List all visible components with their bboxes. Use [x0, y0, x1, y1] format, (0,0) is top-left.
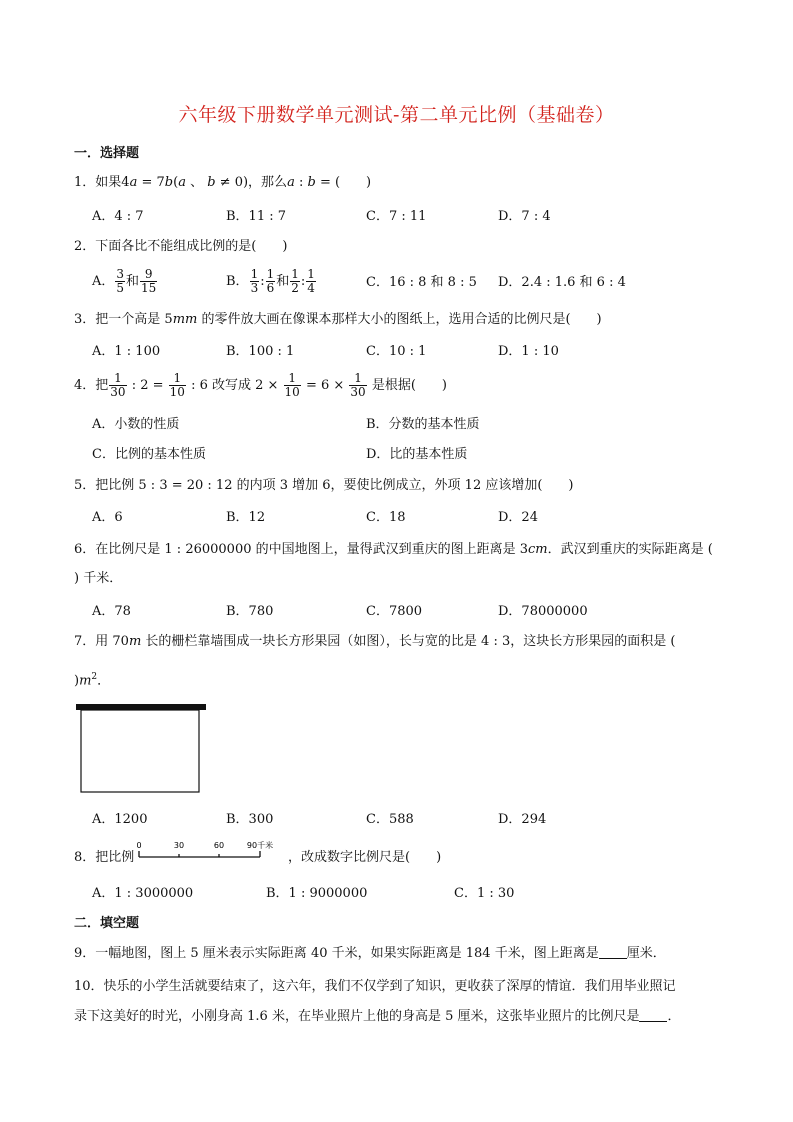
question-5: 5．把比例 5 : 3 = 20 : 12 的内项 3 增加 6，要使比例成立，外项 12 应该增加( ) [74, 478, 574, 493]
wall-bar [76, 704, 206, 710]
q7-option-a[interactable]: A．1200 [92, 812, 148, 827]
question-9: 9．一幅地图，图上 5 厘米表示实际距离 40 千米，如果实际距离是 184 千米，图上距离是 厘米． [74, 946, 666, 961]
q3-option-a[interactable]: A．1 : 100 [92, 344, 161, 359]
orchard-figure [74, 700, 210, 796]
question-7-cont: )$m^2$． [74, 672, 111, 689]
scale-label-30: 30 [173, 841, 185, 850]
q4-option-a[interactable]: A．小数的性质 [92, 417, 180, 432]
q8-option-a[interactable]: A．1 : 3000000 [92, 886, 194, 901]
q1-option-b[interactable]: B．11 : 7 [226, 209, 287, 224]
q3-option-b[interactable]: B．100 : 1 [226, 344, 295, 359]
q6-option-c[interactable]: C．7800 [366, 604, 423, 619]
q2-option-b[interactable]: B． $\frac{1}{3}$ : $\frac{1}{6}$ 和 $\frac{1}{2}$ : $\frac{1}{4}$ [226, 267, 315, 295]
scale-label-90: 90千米 [246, 841, 274, 850]
question-4: 4．把 $\frac{1}{30}$ : 2 = $\frac{1}{10}$ : 6 改写成 2 × $\frac{1}{10}$ = 6 × $\frac{1}{30}$ 是根据( ) [74, 371, 447, 399]
q7-option-c[interactable]: C．588 [366, 812, 414, 827]
q8-option-b[interactable]: B．1 : 9000000 [266, 886, 368, 901]
q6-option-b[interactable]: B．780 [226, 604, 274, 619]
question-6: 6．在比例尺是 1 : 26000000 的中国地图上，量得武汉到重庆的图上距离是 3cm．武汉到重庆的实际距离是 ( [74, 542, 713, 557]
q7-option-b[interactable]: B．300 [226, 812, 274, 827]
q2-option-d[interactable]: D．2.4 : 1.6 和 6 : 4 [498, 275, 626, 290]
question-8-lead: 8．把比例 [74, 850, 135, 865]
q5-option-c[interactable]: C．18 [366, 510, 406, 525]
question-3: 3．把一个高是 5mm 的零件放大画在像课本那样大小的图纸上，选用合适的比例尺是( ) [74, 312, 602, 327]
q1-option-d[interactable]: D．7 : 4 [498, 209, 551, 224]
q7-option-d[interactable]: D．294 [498, 812, 547, 827]
q5-option-b[interactable]: B．12 [226, 510, 266, 525]
q1-option-c[interactable]: C．7 : 11 [366, 209, 427, 224]
q4-option-d[interactable]: D．比的基本性质 [366, 447, 468, 462]
question-8-tail: ，改成数字比例尺是( ) [288, 850, 442, 865]
line-scale-figure [136, 838, 286, 866]
question-10-line-1: 10．快乐的小学生活就要结束了，这六年，我们不仅学到了知识，更收获了深厚的情谊．我们用毕业照记 [74, 979, 676, 994]
q10-answer-blank[interactable] [639, 1008, 667, 1022]
scale-label-0: 0 [136, 841, 142, 850]
scale-label-60: 60 [213, 841, 225, 850]
q4-option-c[interactable]: C．比例的基本性质 [92, 447, 206, 462]
section-fill-heading: 二．填空题 [74, 916, 140, 931]
page-title: 六年级下册数学单元测试-第二单元比例（基础卷） [178, 104, 615, 126]
q6-option-d[interactable]: D．78000000 [498, 604, 588, 619]
q5-option-d[interactable]: D．24 [498, 510, 538, 525]
q6-option-a[interactable]: A．78 [92, 604, 131, 619]
q4-option-b[interactable]: B．分数的基本性质 [366, 417, 480, 432]
orchard-rectangle [81, 710, 199, 792]
question-6-cont: ) 千米． [74, 571, 123, 586]
q5-option-a[interactable]: A．6 [92, 510, 123, 525]
q3-option-c[interactable]: C．10 : 1 [366, 344, 427, 359]
q2-option-a[interactable]: A． $\frac{3}{5}$ 和 $\frac{9}{15}$ [92, 267, 157, 295]
q2-option-c[interactable]: C．16 : 8 和 8 : 5 [366, 275, 477, 290]
q9-answer-blank[interactable] [599, 945, 627, 959]
question-10-line-2: 录下这美好的时光，小刚身高 1.6 米，在毕业照片上他的身高是 5 厘米，这张毕业照片的比例尺是 ． [74, 1009, 681, 1024]
q8-option-c[interactable]: C．1 : 30 [454, 886, 515, 901]
question-7: 7．用 70m 长的栅栏靠墙围成一块长方形果园（如图），长与宽的比是 4 : 3，这块长方形果园的面积是 ( [74, 634, 676, 649]
q3-option-d[interactable]: D．1 : 10 [498, 344, 559, 359]
question-2: 2．下面各比不能组成比例的是( ) [74, 239, 288, 254]
section-choice-heading: 一．选择题 [74, 146, 140, 161]
q1-option-a[interactable]: A．4 : 7 [92, 209, 144, 224]
question-1: 1．如果4a = 7b(a 、 b ≠ 0)，那么a : b = ( ) [74, 175, 372, 190]
